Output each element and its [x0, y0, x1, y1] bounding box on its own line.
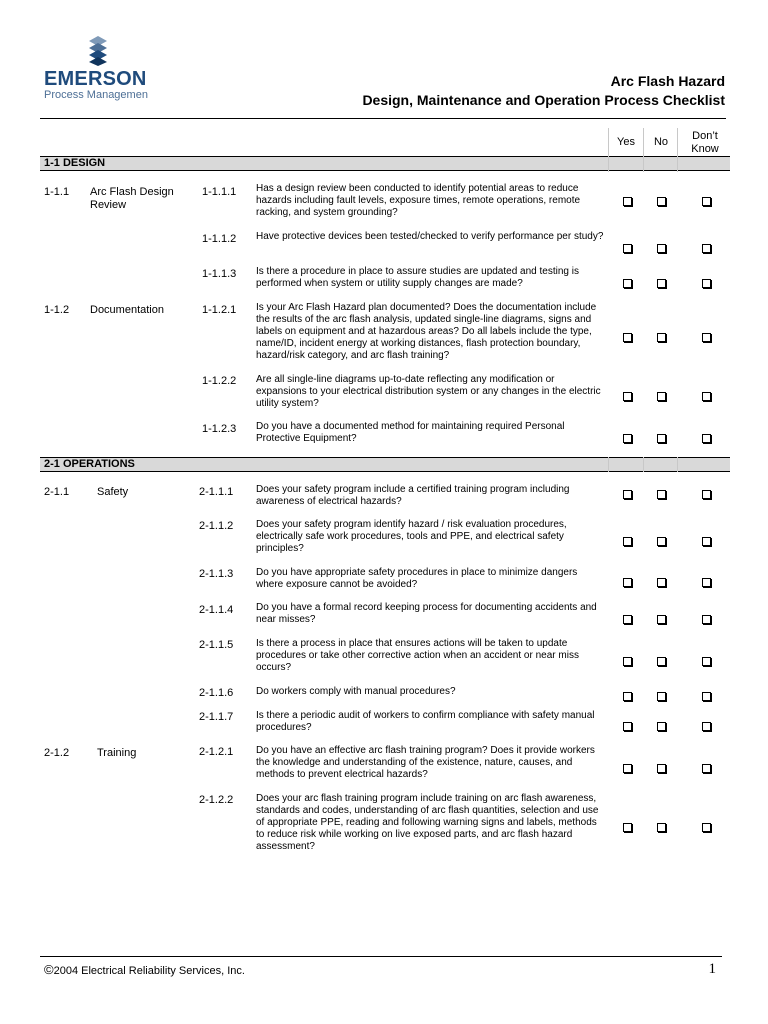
question-number: 1-1.2.2	[202, 375, 237, 387]
question-text: Is there a process in place that ensures actions will be taken to update procedures or take other corrective action when an accident or near miss occurs?	[256, 638, 579, 673]
question-text: Do you have a documented method for maintaining required Personal Protective Equipment?	[256, 421, 565, 444]
item-number: 2-1.1	[44, 486, 70, 498]
checkbox-no[interactable]	[657, 657, 666, 666]
checkbox-yes[interactable]	[623, 578, 632, 587]
header-divider	[40, 118, 726, 119]
question-text: Do you have appropriate safety procedures in place to minimize dangers where exposure cannot be avoided?	[256, 567, 578, 590]
checkbox-yes[interactable]	[623, 823, 632, 832]
copyright-symbol: ©	[44, 962, 54, 977]
copyright-text: 2004 Electrical Reliability Services, Inc.	[53, 965, 245, 977]
col-dont-know-header	[682, 130, 728, 156]
question-number: 1-1.2.1	[202, 304, 237, 316]
checkbox-no[interactable]	[657, 578, 666, 587]
question-number: 2-1.1.2	[199, 520, 234, 532]
checkbox-no[interactable]	[657, 490, 666, 499]
col-dont-know-line-2: Know	[691, 143, 719, 155]
checkbox-dont-know[interactable]	[702, 279, 711, 288]
question-text: Do you have a formal record keeping process for documenting accidents and near misses?	[256, 602, 597, 625]
checkbox-no[interactable]	[657, 537, 666, 546]
page-number: 1	[708, 961, 716, 977]
item-category: Safety	[97, 486, 129, 498]
col-yes-header: Yes	[617, 136, 635, 148]
question-number: 1-1.1.3	[202, 268, 237, 280]
question-text: Has a design review been conducted to identify potential areas to reduce hazards including fault levels, exposure times, remote operations, remote racking, and system grounding?	[256, 183, 581, 218]
question-number: 2-1.1.7	[199, 711, 234, 723]
column-divider	[643, 128, 644, 172]
col-dont-know-line-1: Don’t	[692, 130, 718, 142]
checkbox-no[interactable]	[657, 279, 666, 288]
section-header-operations: 2-1 OPERATIONS	[40, 457, 730, 472]
question-text: Does your safety program identify hazard / risk evaluation procedures, electrically safe work procedures, tools and PPE, and electrical safety principles?	[256, 519, 567, 554]
question-number: 1-1.1.2	[202, 233, 237, 245]
checkbox-dont-know[interactable]	[702, 692, 711, 701]
checkbox-dont-know[interactable]	[702, 197, 711, 206]
checkbox-yes[interactable]	[623, 279, 632, 288]
checkbox-no[interactable]	[657, 764, 666, 773]
checkbox-dont-know[interactable]	[702, 434, 711, 443]
footer-copyright	[44, 962, 245, 977]
col-no-header: No	[653, 136, 669, 148]
item-category: Training	[97, 747, 137, 759]
checkbox-yes[interactable]	[623, 615, 632, 624]
checkbox-dont-know[interactable]	[702, 244, 711, 253]
checkbox-no[interactable]	[657, 434, 666, 443]
checkbox-yes[interactable]	[623, 490, 632, 499]
question-text: Have protective devices been tested/checked to verify performance per study?	[256, 231, 604, 242]
question-text: Is there a periodic audit of workers to confirm compliance with safety manual procedures?	[256, 710, 595, 733]
item-number: 1-1.2	[44, 304, 70, 316]
checkbox-dont-know[interactable]	[702, 615, 711, 624]
item-category: Arc Flash Design Review	[90, 186, 174, 211]
emerson-logo-icon	[87, 36, 109, 66]
question-number: 2-1.1.1	[199, 486, 234, 498]
question-number: 2-1.1.3	[199, 568, 234, 580]
checkbox-no[interactable]	[657, 692, 666, 701]
title-line-2: Design, Maintenance and Operation Process Checklist	[362, 92, 725, 108]
question-number: 2-1.2.2	[199, 794, 234, 806]
checkbox-yes[interactable]	[623, 657, 632, 666]
question-number: 2-1.2.1	[199, 746, 234, 758]
checkbox-yes[interactable]	[623, 244, 632, 253]
checkbox-no[interactable]	[657, 392, 666, 401]
question-text: Are all single-line diagrams up-to-date reflecting any modification or expansions to your electrical distribution system or any changes in the electric utility system?	[256, 374, 601, 409]
question-number: 2-1.1.5	[199, 639, 234, 651]
checkbox-no[interactable]	[657, 823, 666, 832]
item-number: 2-1.2	[44, 747, 70, 759]
question-text: Is there a procedure in place to assure studies are updated and testing is performed when system or utility supply changes are made?	[256, 266, 579, 289]
question-number: 2-1.1.6	[199, 687, 234, 699]
document-title	[362, 72, 725, 110]
column-divider	[643, 457, 644, 472]
checkbox-no[interactable]	[657, 333, 666, 342]
checkbox-dont-know[interactable]	[702, 537, 711, 546]
checkbox-yes[interactable]	[623, 537, 632, 546]
emerson-logo	[40, 36, 170, 104]
item-number: 1-1.1	[44, 186, 70, 198]
checkbox-yes[interactable]	[623, 333, 632, 342]
checkbox-yes[interactable]	[623, 692, 632, 701]
checkbox-yes[interactable]	[623, 764, 632, 773]
question-number: 2-1.1.4	[199, 604, 234, 616]
checkbox-dont-know[interactable]	[702, 578, 711, 587]
checkbox-dont-know[interactable]	[702, 764, 711, 773]
checkbox-dont-know[interactable]	[702, 392, 711, 401]
checkbox-yes[interactable]	[623, 434, 632, 443]
checkbox-dont-know[interactable]	[702, 722, 711, 731]
emerson-brand: EMERSON	[44, 68, 147, 90]
question-text: Does your arc flash training program include training on arc flash awareness, standards and codes, understanding of arc flash quantities, selection and use of appropriate PPE, reading and following warning signs and labels, methods to reduce risk while working on live exposed parts, and arc flash hazard assessment?	[256, 793, 599, 852]
question-text: Is your Arc Flash Hazard plan documented? Does the documentation include the results of the arc flash analysis, updated single-line diagrams, signs and labels on equipment and at hazardous areas? Do all labels include the type, name/ID, incident energy at working distances, flash protection boundary, hazard/risk category, and arc flash training?	[256, 302, 597, 361]
checkbox-yes[interactable]	[623, 392, 632, 401]
column-divider	[677, 128, 678, 172]
checkbox-dont-know[interactable]	[702, 333, 711, 342]
question-text: Does your safety program include a certified training program including awareness of electrical hazards?	[256, 484, 570, 507]
emerson-subbrand: Process Managemen	[44, 89, 148, 101]
checkbox-dont-know[interactable]	[702, 490, 711, 499]
checkbox-no[interactable]	[657, 722, 666, 731]
checkbox-dont-know[interactable]	[702, 823, 711, 832]
checkbox-no[interactable]	[657, 197, 666, 206]
checkbox-yes[interactable]	[623, 197, 632, 206]
checkbox-no[interactable]	[657, 615, 666, 624]
title-line-1: Arc Flash Hazard	[610, 73, 725, 89]
question-text: Do you have an effective arc flash training program? Does it provide workers the knowledge and understanding of the existence, nature, causes, and methods to prevent electrical hazards?	[256, 745, 595, 780]
checkbox-no[interactable]	[657, 244, 666, 253]
section-header-design: 1-1 DESIGN	[40, 156, 730, 171]
column-divider	[608, 457, 609, 472]
checkbox-dont-know[interactable]	[702, 657, 711, 666]
checkbox-yes[interactable]	[623, 722, 632, 731]
item-category: Documentation	[90, 304, 164, 316]
question-number: 1-1.2.3	[202, 423, 237, 435]
footer-divider	[40, 956, 722, 957]
column-divider	[608, 128, 609, 172]
question-text: Do workers comply with manual procedures?	[256, 686, 456, 697]
column-divider	[677, 457, 678, 472]
question-number: 1-1.1.1	[202, 186, 237, 198]
